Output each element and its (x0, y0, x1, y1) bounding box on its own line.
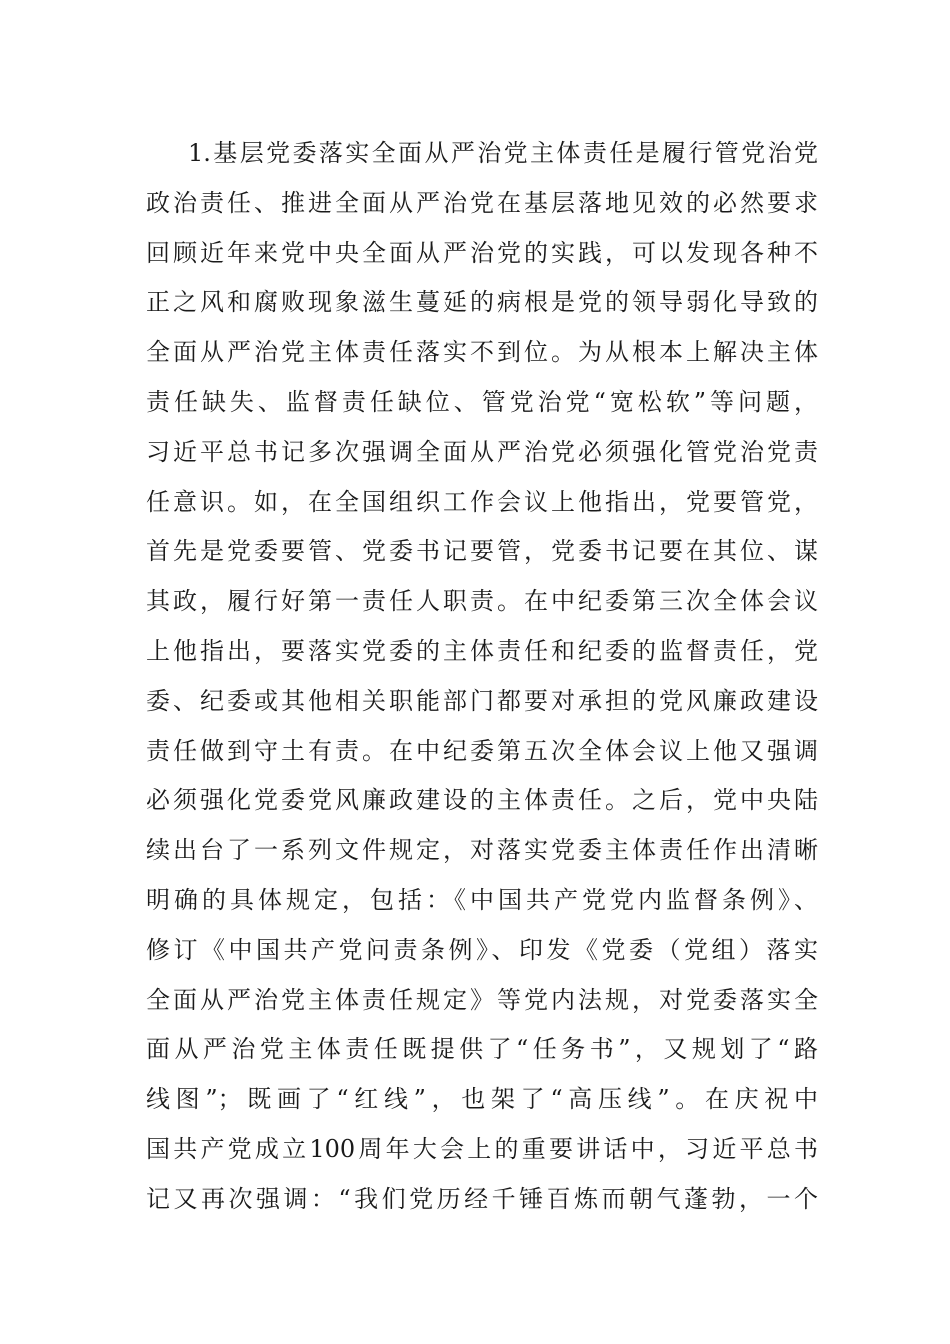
paragraph-line: 上他指出，要落实党委的主体责任和纪委的监督责任，党 (146, 636, 818, 665)
paragraph-line: 面从严治党主体责任既提供了“任务书”，又规划了“路 (146, 1035, 818, 1064)
paragraph-line: 责任缺失、监督责任缺位、管党治党“宽松软”等问题， (146, 387, 818, 416)
paragraph-line: 委、纪委或其他相关职能部门都要对承担的党风廉政建设 (146, 686, 818, 715)
paragraph-line: 回顾近年来党中央全面从严治党的实践，可以发现各种不 (146, 238, 818, 267)
paragraph-line: 记又再次强调：“我们党历经千锤百炼而朝气蓬勃，一个 (146, 1184, 818, 1213)
paragraph-line: 正之风和腐败现象滋生蔓延的病根是党的领导弱化导致的 (146, 288, 818, 317)
paragraph-line: 修订《中国共产党问责条例》、印发《党委（党组）落实 (146, 935, 818, 964)
paragraph-line: 国共产党成立100周年大会上的重要讲话中，习近平总书 (146, 1134, 818, 1163)
paragraph-line: 责任做到守土有责。在中纪委第五次全体会议上他又强调 (146, 736, 818, 765)
paragraph-line: 1.基层党委落实全面从严治党主体责任是履行管党治党 (188, 139, 818, 167)
paragraph-line: 习近平总书记多次强调全面从严治党必须强化管党治党责 (146, 437, 818, 466)
paragraph-line: 任意识。如，在全国组织工作会议上他指出，党要管党， (146, 487, 818, 516)
paragraph-line: 全面从严治党主体责任落实不到位。为从根本上解决主体 (146, 338, 818, 367)
paragraph-line: 政治责任、推进全面从严治党在基层落地见效的必然要求 (146, 188, 818, 217)
paragraph-line: 明确的具体规定，包括：《中国共产党党内监督条例》、 (146, 885, 818, 914)
body-paragraph (146, 129, 818, 1225)
paragraph-line: 首先是党委要管、党委书记要管，党委书记要在其位、谋 (146, 537, 818, 566)
paragraph-line: 续出台了一系列文件规定，对落实党委主体责任作出清晰 (146, 836, 818, 865)
paragraph-line: 全面从严治党主体责任规定》等党内法规，对党委落实全 (146, 985, 818, 1014)
paragraph-line: 线图”；既画了“红线”，也架了“高压线”。在庆祝中 (146, 1085, 818, 1114)
paragraph-line: 必须强化党委党风廉政建设的主体责任。之后，党中央陆 (146, 786, 818, 815)
paragraph-line: 其政，履行好第一责任人职责。在中纪委第三次全体会议 (146, 587, 818, 616)
